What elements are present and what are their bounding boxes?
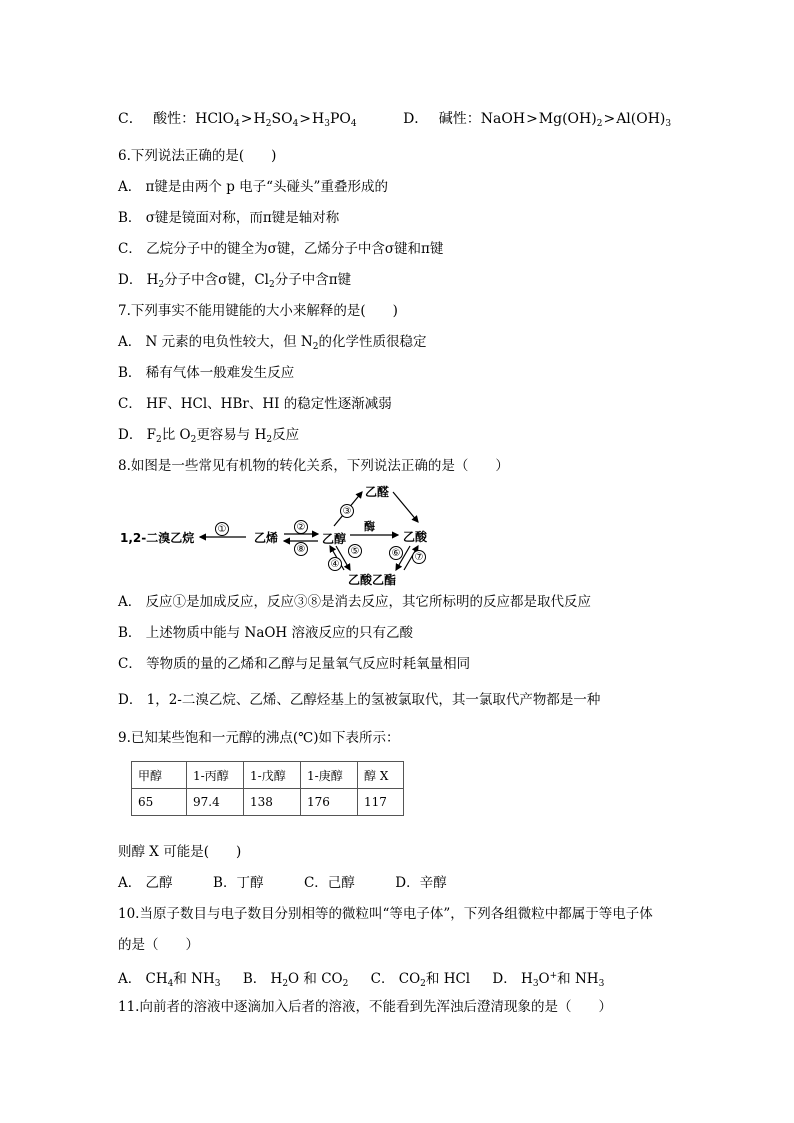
table-header: 甲醇 <box>132 762 187 789</box>
q9-stem: 9.已知某些饱和一元醇的沸点(℃)如下表所示： <box>118 730 400 746</box>
table-cell: 97.4 <box>187 789 244 816</box>
boiling-point-table <box>131 761 404 816</box>
table-header: 醇 X <box>358 762 404 789</box>
conversion-diagram <box>118 478 448 588</box>
table-cell: 65 <box>132 789 187 816</box>
q11-stem: 11.向前者的溶液中逐滴加入后者的溶液，不能看到先浑浊后澄清现象的是（ ） <box>118 999 612 1015</box>
q7-option-a: A． N 元素的电负性较大，但 $N_2$的化学性质很稳定 <box>118 334 427 352</box>
table-cell: 117 <box>358 789 404 816</box>
q5-optD-text: 碱性： <box>438 111 481 127</box>
q5-optD-formula: $NaOH>Mg(OH)_2>Al(OH)_3$ <box>480 111 672 129</box>
node-ethylene: 乙烯 <box>254 531 279 545</box>
q6-option-b: B． σ键是镜面对称，而π键是轴对称 <box>118 210 340 226</box>
q10-option-a: A． $CH_4$和 $NH_3$ <box>118 971 221 989</box>
q7-stem: 7.下列事实不能用键能的大小来解释的是( ) <box>118 303 398 319</box>
arrow-acetaldehyde-acid <box>393 492 418 522</box>
table-header-row <box>132 762 404 789</box>
q5-options-line <box>118 110 671 133</box>
q9-followup: 则醇 X 可能是( ) <box>118 844 242 860</box>
q5-optC-text: 酸性： <box>153 111 196 127</box>
node-dibromoethane: 1,2-二溴乙烷 <box>120 531 195 545</box>
q8-option-b: B． 上述物质中能与 NaOH 溶液反应的只有乙酸 <box>118 625 413 641</box>
num-2: ② <box>294 520 308 534</box>
q10-options <box>118 967 604 993</box>
q10-stem: 10.当原子数目与电子数目分别相等的微粒叫“等电子体”，下列各组微粒中都属于等电子体 <box>118 906 653 922</box>
q5-optD-label: D． <box>403 111 429 127</box>
num-8: ⑧ <box>294 542 308 556</box>
num-5: ⑤ <box>348 544 362 558</box>
q10-option-d: D． $H_3O^+$和 $NH_3$ <box>492 971 605 989</box>
node-ethanol: 乙醇 <box>322 532 347 546</box>
num-4: ④ <box>328 557 342 571</box>
label-enzyme: 酶 <box>364 520 375 533</box>
q5-optC-formula: $HClO_4>H_2SO_4>H_3PO_4$ <box>195 111 357 129</box>
node-ethyl-acetate: 乙酸乙酯 <box>348 573 397 587</box>
q9-options: A． 乙醇 B．丁醇 C．己醇 D．辛醇 <box>118 875 447 891</box>
q8-option-d: D． 1，2-二溴乙烷、乙烯、乙醇烃基上的氢被氯取代，其一氯取代产物都是一种 <box>118 692 601 708</box>
num-7: ⑦ <box>412 550 426 564</box>
q8-option-c: C． 等物质的量的乙烯和乙醇与足量氧气反应时耗氧量相同 <box>118 656 471 672</box>
q6-option-c: C． 乙烷分子中的键全为σ键，乙烯分子中含σ键和π键 <box>118 241 444 257</box>
q7-option-c: C． HF、HCl、HBr、HI 的稳定性逐渐减弱 <box>118 396 392 412</box>
table-header: 1-戊醇 <box>244 762 301 789</box>
q7-option-d: D． $F_2$比 $O_2$更容易与 $H_2$反应 <box>118 427 300 445</box>
num-6: ⑥ <box>389 546 403 560</box>
q6-stem: 6.下列说法正确的是( ) <box>118 148 277 164</box>
q10-stem-cont: 的是（ ） <box>118 937 199 953</box>
node-acetic-acid: 乙酸 <box>403 530 428 544</box>
table-cell: 138 <box>244 789 301 816</box>
table-cell: 176 <box>301 789 358 816</box>
num-3: ③ <box>340 504 354 518</box>
node-acetaldehyde: 乙醛 <box>365 485 390 499</box>
table-header: 1-庚醇 <box>301 762 358 789</box>
table-row <box>132 789 404 816</box>
table-header: 1-丙醇 <box>187 762 244 789</box>
q10-option-c: C． $CO_2$和 HCl <box>370 971 471 989</box>
q8-option-a: A． 反应①是加成反应，反应③⑧是消去反应，其它所标明的反应都是取代反应 <box>118 594 592 610</box>
q7-option-b: B． 稀有气体一般难发生反应 <box>118 365 295 381</box>
q10-option-b: B． $H_2O$ 和 $CO_2$ <box>242 971 349 989</box>
q6-option-a: A． π键是由两个 p 电子“头碰头”重叠形成的 <box>118 179 388 195</box>
q6-option-d: D． $H_2$分子中含σ键，$Cl_2$分子中含π键 <box>118 272 352 290</box>
q5-optC-label: C． <box>118 111 143 127</box>
num-1: ① <box>215 522 229 536</box>
q8-stem: 8.如图是一些常见有机物的转化关系，下列说法正确的是（ ） <box>118 458 509 474</box>
